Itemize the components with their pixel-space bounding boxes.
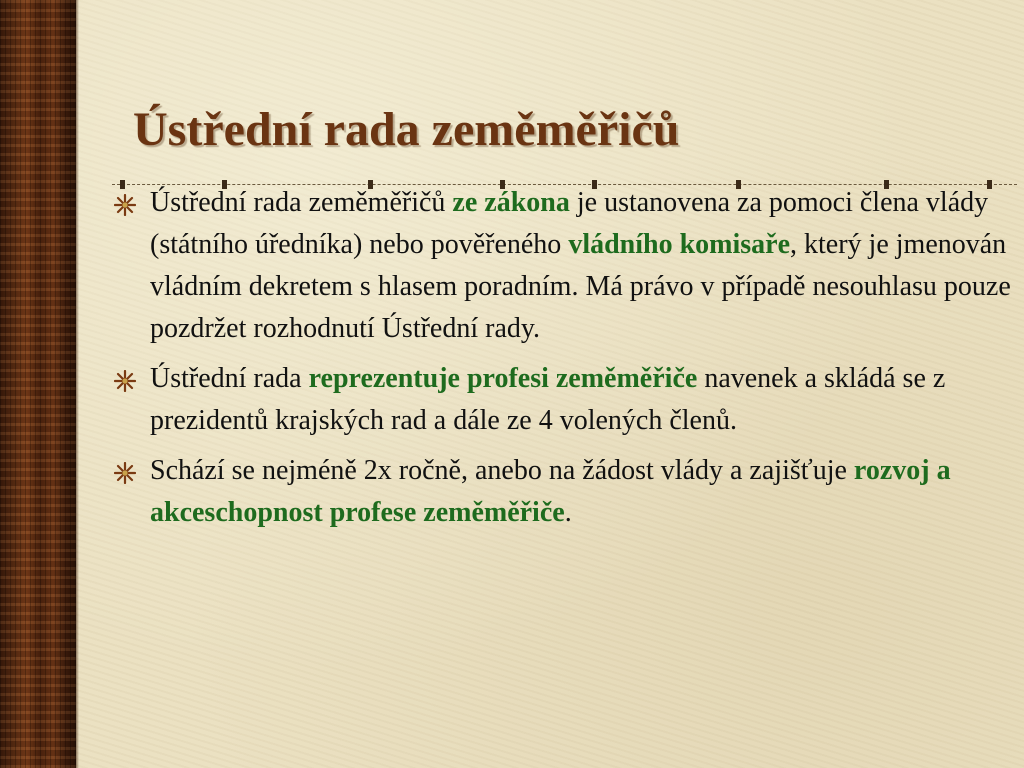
bullet-item xyxy=(112,358,1012,442)
bullet-segment: navenek a skládá se z prezidentů krajských rad a dále ze 4 volených členů. xyxy=(150,363,946,436)
bullet-segment: . xyxy=(564,497,572,528)
wood-texture-strip xyxy=(0,0,76,768)
bullet-segment: Ústřední rada xyxy=(150,363,309,394)
star-burst-icon xyxy=(114,370,136,392)
bullet-highlight: vládního komisaře xyxy=(568,229,791,260)
bullet-highlight: reprezentuje profesi zeměměřiče xyxy=(308,363,698,394)
bullet-highlight: ze zákona xyxy=(452,187,570,218)
bullet-segment: Schází se nejméně 2x ročně, anebo na žádost vlády a zajišťuje xyxy=(150,455,854,486)
slide-title: Ústřední rada zeměměřičů xyxy=(133,103,680,156)
wood-strip-shadow xyxy=(76,0,79,768)
star-burst-icon xyxy=(114,194,136,216)
bullet-highlight: rozvoj a akceschopnost profese zeměměřiče xyxy=(150,455,951,528)
bullet-segment: je ustanovena za pomoci člena vlády (státního úředníka) nebo pověřeného xyxy=(150,187,989,260)
bullet-item xyxy=(112,182,1012,350)
bullet-segment: Ústřední rada zeměměřičů xyxy=(150,187,453,218)
bullet-item xyxy=(112,450,1012,534)
star-burst-icon xyxy=(114,462,136,484)
bullet-segment: , který je jmenován vládním dekretem s hlasem poradním. Má právo v případě nesouhlasu pouze pozdržet rozhodnutí Ústřední rady. xyxy=(150,229,1011,344)
bullet-list xyxy=(112,182,1012,542)
